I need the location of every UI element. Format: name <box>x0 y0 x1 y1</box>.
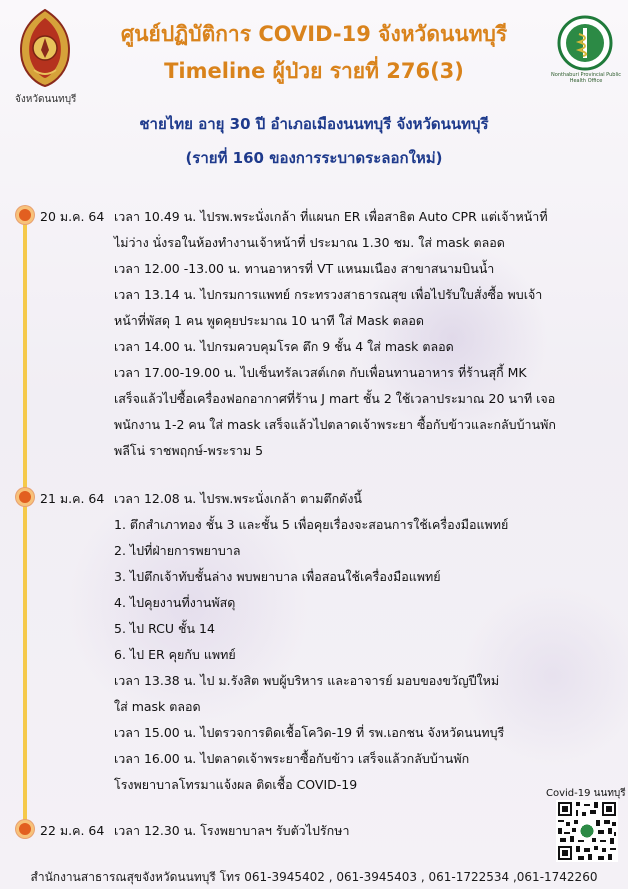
timeline-entry-line: เวลา 16.00 น. ไปตลาดเจ้าพระยาซื้อกับข้าว เสร็จแล้วกลับบ้านพัก <box>114 751 470 766</box>
timeline-entry-line: เวลา 17.00-19.00 น. ไปเซ็นทรัลเวสต์เกต กับเพื่อนทานอาหาร ที่ร้านสุกี้ MK <box>114 365 527 380</box>
timeline-list-item: 2. ไปที่ฝ่ายการพยาบาล <box>114 543 241 558</box>
timeline-entry-line: เสร็จแล้วไปซื้อเครื่องฟอกอากาศที่ร้าน J mart ชั้น 2 ใช้เวลาประมาณ 20 นาที เจอ <box>114 391 556 406</box>
timeline-list-item: 5. ไป RCU ชั้น 14 <box>114 621 215 636</box>
case-number: (รายที่ 160 ของการระบาดระลอกใหม่) <box>185 149 443 167</box>
timeline-entry-line: โรงพยาบาลโทรมาแจ้งผล ติดเชื้อ COVID-19 <box>114 777 358 792</box>
timeline-entry-line: พนักงาน 1-2 คน ใส่ mask เสร็จแล้วไปตลาดเจ้าพระยา ซื้อกับข้าวและกลับบ้านพัก <box>114 417 556 432</box>
seal-label: จังหวัดนนทบุรี <box>15 94 77 105</box>
timeline-list-item: 4. ไปคุยงานที่งานพัสดุ <box>114 595 236 610</box>
qr-label: Covid-19 นนทบุรี <box>546 788 626 799</box>
timeline-entry-line: เวลา 10.49 น. ไปรพ.พระนั่งเกล้า ที่แผนก ER เพื่อสาธิต Auto CPR แต่เจ้าหน้าที่ <box>114 209 548 224</box>
qr-code-icon[interactable] <box>556 800 618 862</box>
timeline-date: 20 ม.ค. 64 <box>40 209 105 224</box>
timeline-list-item: 1. ตึกสำเภาทอง ชั้น 3 และชั้น 5 เพื่อคุยเรื่องจะสอนการใช้เครื่องมือแพทย์ <box>114 517 509 532</box>
timeline-entry-line: เวลา 12.30 น. โรงพยาบาลฯ รับตัวไปรักษา <box>114 823 350 838</box>
timeline-date: 21 ม.ค. 64 <box>40 491 105 506</box>
moph-label: Nonthaburi Provincial Public Health Office <box>551 72 621 84</box>
timeline-list-item: 6. ไป ER คุยกับ แพทย์ <box>114 647 236 662</box>
timeline-date: 22 ม.ค. 64 <box>40 823 105 838</box>
patient-info: ชายไทย อายุ 30 ปี อำเภอเมืองนนทบุรี จังหวัดนนทบุรี <box>139 115 489 133</box>
timeline-list-item: 3. ไปตึกเจ้าทับชั้นล่าง พบพยาบาล เพื่อสอนใช้เครื่องมือแพทย์ <box>114 569 441 584</box>
footer-contact: สำนักงานสาธารณสุขจังหวัดนนทบุรี โทร 061-3945402 , 061-3945403 , 061-1722534 ,061-1742260 <box>30 870 598 884</box>
timeline-dot <box>16 820 34 838</box>
timeline-entry-line: เวลา 13.14 น. ไปกรมการแพทย์ กระทรวงสาธารณสุข เพื่อไปรับใบสั่งซื้อ พบเจ้า <box>114 287 543 302</box>
timeline-entry-line: เวลา 14.00 น. ไปกรมควบคุมโรค ตึก 9 ชั้น 4 ใส่ mask ตลอด <box>114 339 454 354</box>
timeline-entry-line: เวลา 12.00 -13.00 น. ทานอาหารที่ VT แหนมเนือง สาขาสนามบินน้ำ <box>114 261 495 276</box>
timeline-entry-line: ไม่ว่าง นั่งรอในห้องทำงานเจ้าหน้าที่ ประมาณ 1.30 ชม. ใส่ mask ตลอด <box>114 235 505 250</box>
timeline-dot <box>16 488 34 506</box>
timeline-entry-line: หน้าที่พัสดุ 1 คน พูดคุยประมาณ 10 นาที ใส่ Mask ตลอด <box>114 313 424 328</box>
timeline-dot <box>16 206 34 224</box>
page-title: ศูนย์ปฏิบัติการ COVID-19 จังหวัดนนทบุรี <box>120 22 508 46</box>
timeline-line <box>23 212 27 830</box>
timeline-entry-line: เวลา 13.38 น. ไป ม.รังสิต พบผู้บริหาร และอาจารย์ มอบของขวัญปีใหม่ <box>114 673 500 688</box>
timeline-entry-line: พลีโน่ ราชพฤกษ์-พระราม 5 <box>114 443 264 458</box>
timeline-entry-line: เวลา 12.08 น. ไปรพ.พระนั่งเกล้า ตามตึกดังนี้ <box>114 491 362 506</box>
timeline-entry-line: ใส่ mask ตลอด <box>114 699 201 714</box>
timeline-title: Timeline ผู้ป่วย รายที่ 276(3) <box>164 59 464 83</box>
moph-logo <box>549 14 621 72</box>
timeline-entry-line: เวลา 15.00 น. ไปตรวจการติดเชื้อโควิด-19 ที่ รพ.เอกชน จังหวัดนนทบุรี <box>114 725 505 740</box>
